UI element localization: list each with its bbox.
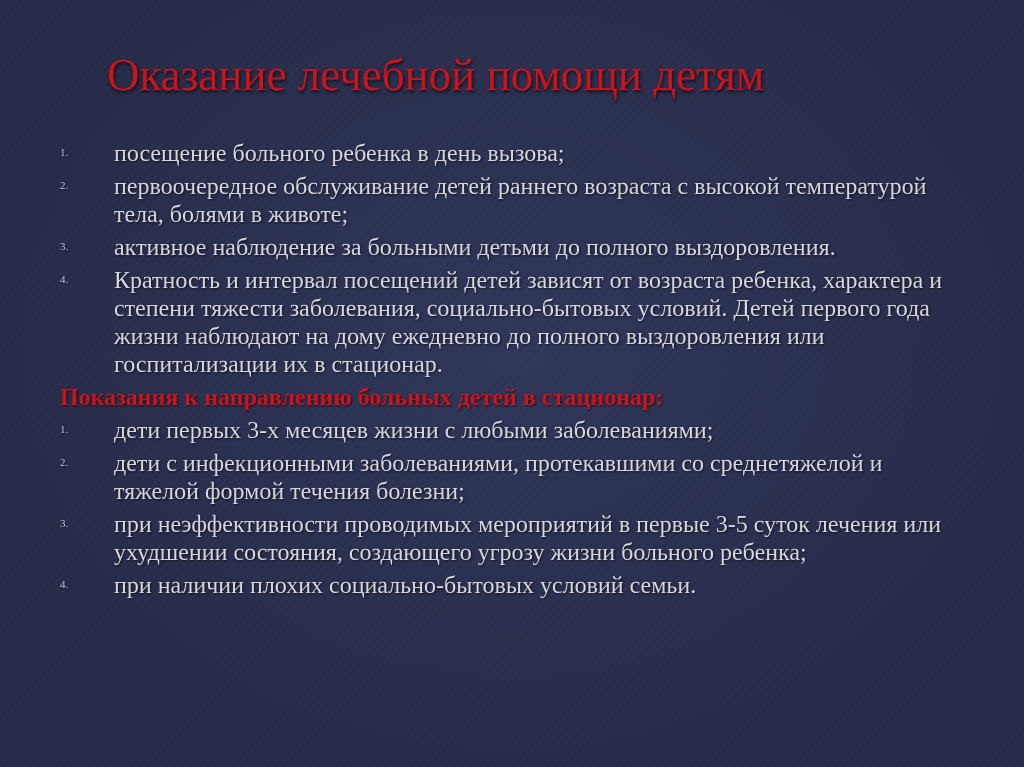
- list-item: [60, 173, 960, 229]
- list-item-number: 1.: [60, 424, 69, 436]
- list-item-text: дети с инфекционными заболеваниями, протекавшими со среднетяжелой и тяжелой формой течения болезни;: [114, 451, 883, 505]
- list-item-number: 4.: [60, 274, 69, 286]
- slide-title: Оказание лечебной помощи детям: [107, 50, 765, 100]
- list-item-text: при наличии плохих социально-бытовых условий семьи.: [114, 573, 697, 599]
- list-item-text: первоочередное обслуживание детей раннего возраста с высокой температурой тела, болями в животе;: [114, 174, 927, 228]
- hospitalization-heading: Показания к направлению больных детей в стационар:: [60, 385, 664, 411]
- list-item: [60, 417, 960, 445]
- care-list: [60, 140, 960, 379]
- list-item: [60, 572, 960, 600]
- list-item: [60, 511, 960, 567]
- list-item-text: Кратность и интервал посещений детей зависят от возраста ребенка, характера и степени тяжести заболевания, социально-бытовых условий. Детей первого года жизни наблюдают на дому ежедневно до полного выздоровления или госпитализации их в стационар.: [114, 268, 943, 378]
- list-item-text: посещение больного ребенка в день вызова;: [114, 141, 565, 167]
- list-item-text: активное наблюдение за больными детьми до полного выздоровления.: [114, 235, 836, 261]
- list-item-number: 1.: [60, 147, 69, 159]
- list-item-number: 3.: [60, 241, 69, 253]
- list-item-number: 3.: [60, 518, 69, 530]
- list-item: [60, 140, 960, 168]
- slide-body: [60, 140, 960, 605]
- list-item-number: 2.: [60, 180, 69, 192]
- list-item: [60, 267, 960, 379]
- list-item-number: 4.: [60, 579, 69, 591]
- list-item-number: 2.: [60, 457, 69, 469]
- hospitalization-list: [60, 417, 960, 600]
- list-item: [60, 450, 960, 506]
- list-item-text: дети первых 3-х месяцев жизни с любыми заболеваниями;: [114, 418, 714, 444]
- list-item: [60, 234, 960, 262]
- list-item-text: при неэффективности проводимых мероприятий в первые 3-5 суток лечения или ухудшении состояния, создающего угрозу жизни больного ребенка;: [114, 512, 942, 566]
